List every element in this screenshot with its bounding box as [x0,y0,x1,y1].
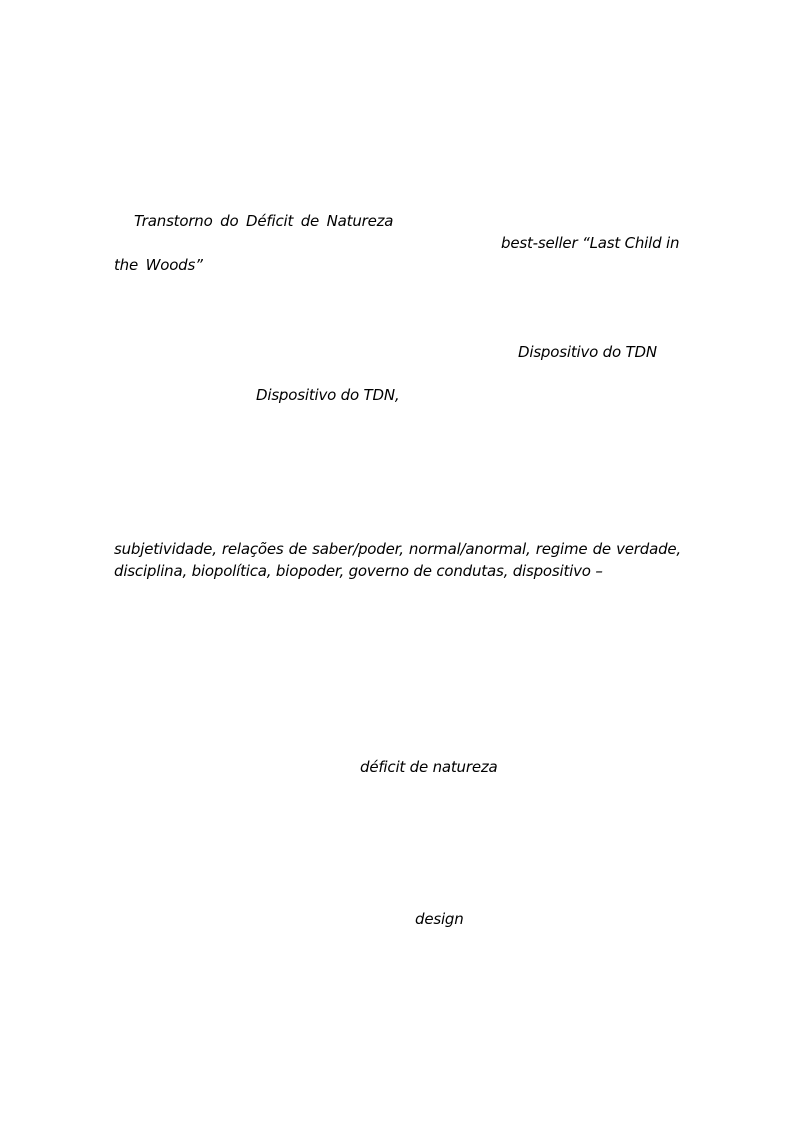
deficit-natureza-fragment: déficit de natureza [360,758,498,776]
dispositivo-tdn-fragment-1: Dispositivo do TDN [518,343,657,361]
tdn-title-fragment: Transtorno do Déficit de Natureza [134,212,394,230]
keywords-line-1: subjetividade, relações de saber/poder, normal/anormal, regime de verdade, [114,540,681,558]
keywords-line-2: disciplina, biopolítica, biopoder, governo de condutas, dispositivo – [114,562,603,580]
design-fragment: design [415,910,464,928]
bestseller-fragment: best-seller “Last Child in [501,234,680,252]
dispositivo-tdn-fragment-2: Dispositivo do TDN, [256,386,400,404]
keywords-paragraph [114,538,681,582]
woods-fragment: the Woods” [114,256,203,274]
